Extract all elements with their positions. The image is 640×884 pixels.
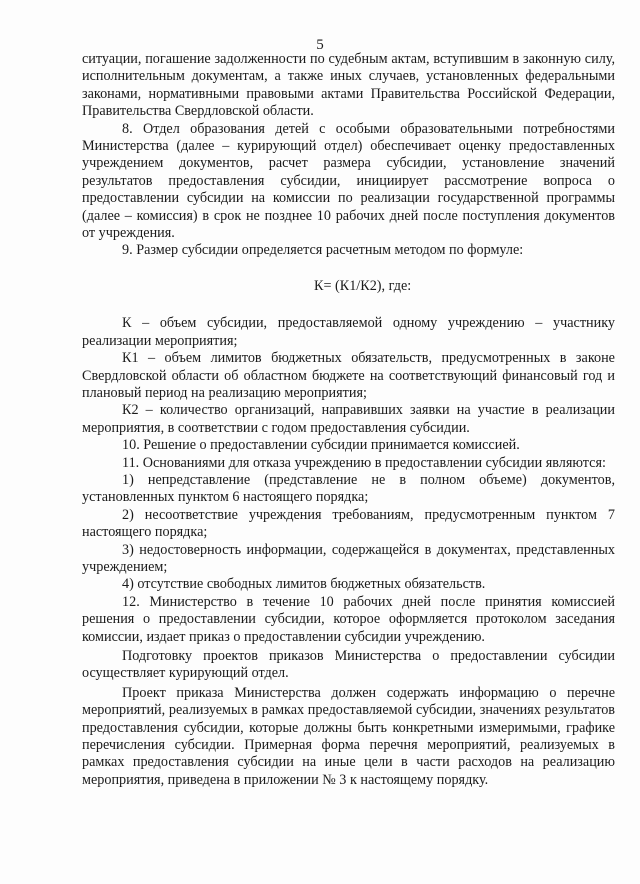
paragraph-item-12: 12. Министерство в течение 10 рабочих дней после принятия комиссией решения о предоставлении субсидии, которое оформляется протоколом заседания комиссии, издает приказ о предоставлении субсидии учреждению. — [82, 593, 615, 645]
formula-definition-k1: К1 – объем лимитов бюджетных обязательств, предусмотренных в законе Свердловской области об областном бюджете на соответствующий финансовый год и плановый период на реализацию мероприятия; — [82, 350, 615, 401]
document-body — [82, 51, 615, 789]
paragraph-orders-preparation: Подготовку проектов приказов Министерства о предоставлении субсидии осуществляет курирующий отдел. — [82, 648, 615, 682]
list-item-4: 4) отсутствие свободных лимитов бюджетных обязательств. — [122, 576, 486, 593]
paragraph-item-9: 9. Размер субсидии определяется расчетным методом по формуле: — [122, 242, 524, 259]
paragraph-item-8: 8. Отдел образования детей с особыми образовательными потребностями Министерства (далее – курирующий отдел) обеспечивает оценку предоставленных учреждением документов, расчет размера субсидии, установление значений результатов предоставления субсидии, инициирует рассмотрение вопроса о предоставлении субсидии на комиссии по реализации государственной программы (далее – комиссия) в срок не позднее 10 рабочих дней после поступления документов от учреждения. — [82, 120, 615, 242]
page-number: 5 — [316, 37, 324, 53]
paragraph-continuation: ситуации, погашение задолженности по судебным актам, вступившим в законную силу, исполнительным документам, а также иных случаев, установленных федеральными законами, нормативными правовыми актами Правительства Российской Федерации, Правительства Свердловской области. — [82, 51, 615, 120]
list-item-2: 2) несоответствие учреждения требованиям, предусмотренным пунктом 7 настоящего порядка; — [82, 506, 615, 541]
paragraph-order-content: Проект приказа Министерства должен содержать информацию о перечне мероприятий, реализуемых в рамках предоставляемой субсидии, значениях результатов предоставления субсидии, которые должны быть конкретными измеримыми, графике перечисления субсидии. Примерная форма перечня мероприятий, реализуемых в рамках предоставления субсидии на иные цели в части расходов на реализацию мероприятия, приведена в приложении № 3 к настоящему порядку. — [82, 684, 615, 788]
list-item-3: 3) недостоверность информации, содержащейся в документах, представленных учреждением; — [82, 541, 615, 575]
formula: К= (К1/К2), где: — [314, 277, 412, 294]
paragraph-item-11: 11. Основаниями для отказа учреждению в предоставлении субсидии являются: — [122, 454, 606, 471]
formula-definition-k: К – объем субсидии, предоставляемой одному учреждению – участнику реализации мероприятия; — [82, 315, 615, 349]
list-item-1: 1) непредставление (представление не в полном объеме) документов, установленных пунктом 6 настоящего порядка; — [82, 471, 615, 506]
paragraph-item-10: 10. Решение о предоставлении субсидии принимается комиссией. — [122, 437, 520, 454]
formula-definition-k2: К2 – количество организаций, направивших заявки на участие в реализации мероприятия, в соответствии с годом предоставления субсидии. — [82, 402, 615, 436]
